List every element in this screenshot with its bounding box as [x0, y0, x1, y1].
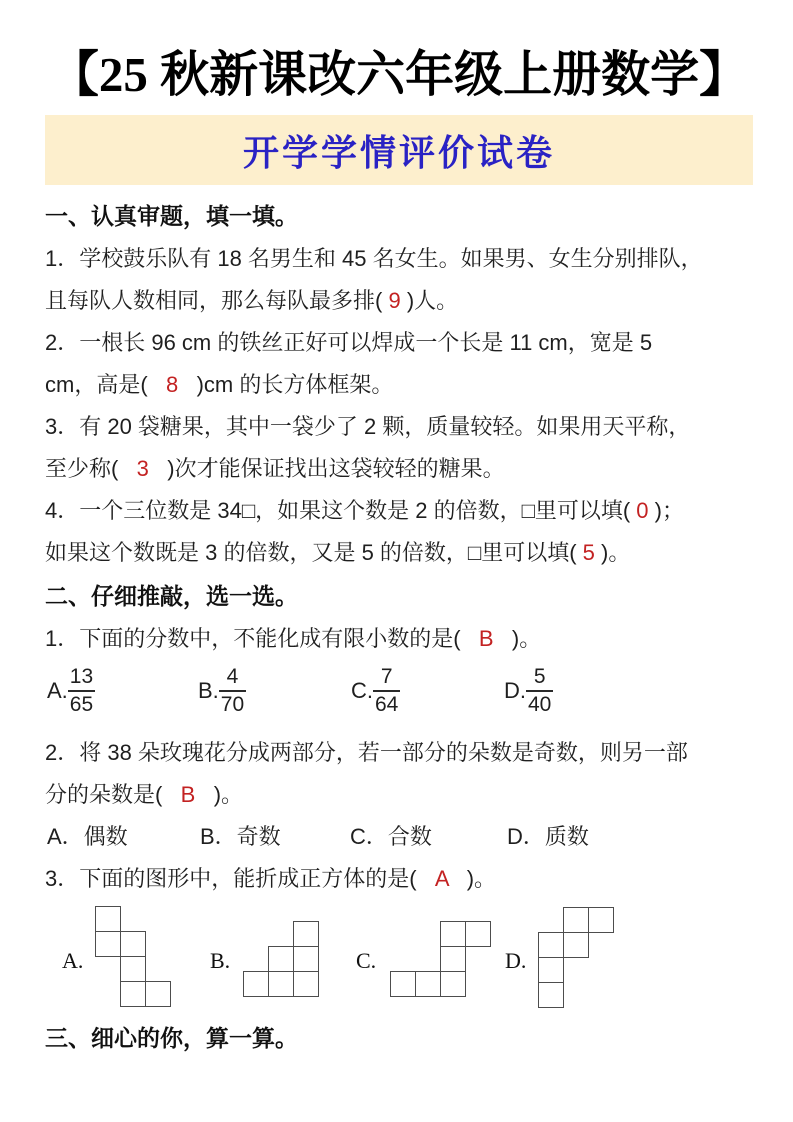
choice-option: A．偶数	[47, 824, 128, 849]
choice-option: D．质数	[507, 824, 589, 849]
fraction	[68, 664, 95, 719]
fraction-option	[198, 664, 246, 719]
question-line	[45, 532, 753, 574]
net-cell	[465, 921, 491, 947]
net-cell	[243, 971, 269, 997]
fraction-denominator: 65	[68, 690, 95, 718]
fraction-numerator: 7	[380, 665, 393, 688]
question-line	[45, 858, 753, 900]
net-cell	[440, 971, 466, 997]
question-text: 如果这个数既是 3 的倍数，又是 5 的倍数，□里可以填(	[45, 540, 583, 565]
question-text: )。	[195, 782, 244, 807]
answer-text: 9	[388, 288, 401, 313]
net-cell	[538, 957, 564, 983]
net-cell	[538, 982, 564, 1008]
question-text: 至少称(	[45, 456, 137, 481]
fraction-denominator: 70	[219, 690, 246, 718]
net-cell	[563, 907, 589, 933]
net-cell	[120, 931, 146, 957]
question-line	[45, 280, 753, 322]
net-label: C.	[356, 948, 377, 973]
fraction-denominator: 40	[526, 690, 553, 718]
net-label: B.	[210, 948, 231, 973]
section-header-2: 二、仔细推敲，选一选。	[45, 583, 298, 609]
question-text: )。	[493, 626, 542, 651]
net-cell	[440, 946, 466, 972]
net-cell	[415, 971, 441, 997]
question-text: 4．一个三位数是 34□，如果这个数是 2 的倍数，□里可以填(	[45, 498, 637, 523]
question-line	[45, 238, 753, 280]
question-text: 2．一根长 96 cm 的铁丝正好可以焊成一个长是 11 cm，宽是 5	[45, 330, 653, 355]
question-line	[45, 774, 753, 816]
content	[45, 194, 753, 1060]
answer-text: B	[180, 782, 196, 807]
question-text: )；	[648, 498, 684, 523]
net-cell	[538, 932, 564, 958]
fraction-numerator: 5	[533, 665, 546, 688]
subtitle-banner	[45, 115, 753, 185]
answer-text: A	[434, 866, 449, 891]
fraction-option	[351, 664, 400, 719]
fraction-denominator: 64	[373, 690, 400, 718]
question-text: 3．下面的图形中，能折成正方体的是(	[45, 866, 435, 891]
question-text: )。	[448, 866, 497, 891]
choice-option: C．合数	[350, 824, 432, 849]
question-text: )cm 的长方体框架。	[178, 372, 394, 397]
answer-text: 8	[166, 372, 179, 397]
fraction-numerator: 4	[226, 665, 239, 688]
question-text: cm，高是(	[45, 372, 166, 397]
question-line	[45, 732, 753, 774]
cube-nets-row	[45, 902, 753, 1016]
option-letter: B.	[198, 678, 219, 704]
question-line	[45, 618, 753, 660]
question-text: 分的朵数是(	[45, 782, 181, 807]
question-text: 2．将 38 朵玫瑰花分成两部分，若一部分的朵数是奇数，则另一部	[45, 740, 688, 765]
net-cell	[95, 906, 121, 932]
question-text: )人。	[400, 288, 459, 313]
answer-text: B	[478, 626, 494, 651]
option-letter: D.	[504, 678, 526, 704]
answer-text: 5	[582, 540, 595, 565]
question-text: )次才能保证找出这袋较轻的糖果。	[148, 456, 505, 481]
fraction	[219, 664, 246, 719]
net-cell	[95, 931, 121, 957]
question-line	[45, 448, 753, 490]
question-text: 1．学校鼓乐队有 18 名男生和 45 名女生。如果男、女生分别排队，	[45, 246, 703, 271]
net-cell	[120, 981, 146, 1007]
net-cell	[268, 946, 294, 972]
net-cell	[440, 921, 466, 947]
question-line	[45, 322, 753, 364]
section-header-1: 一、认真审题，填一填。	[45, 203, 298, 229]
question-line	[45, 490, 753, 532]
answer-text: 3	[136, 456, 149, 481]
page-title: 【25 秋新课改六年级上册数学】	[49, 47, 749, 102]
option-letter: C.	[351, 678, 373, 704]
choice-option: B．奇数	[200, 824, 281, 849]
net-label: A.	[62, 948, 84, 973]
fraction-options-row	[45, 660, 753, 732]
question-line	[45, 364, 753, 406]
question-text: 3．有 20 袋糖果，其中一袋少了 2 颗，质量较轻。如果用天平称，	[45, 414, 691, 439]
net-cell	[120, 956, 146, 982]
question-text: 1．下面的分数中，不能化成有限小数的是(	[45, 626, 479, 651]
fraction	[373, 664, 400, 719]
net-cell	[293, 946, 319, 972]
question-line	[45, 406, 753, 448]
net-cell	[390, 971, 416, 997]
net-cell	[293, 921, 319, 947]
question-text: 且每队人数相同，那么每队最多排(	[45, 288, 389, 313]
choice-options-row	[45, 816, 753, 858]
net-cell	[563, 932, 589, 958]
question-text: )。	[594, 540, 631, 565]
answer-text: 0	[636, 498, 649, 523]
net-cell	[293, 971, 319, 997]
fraction-option	[504, 664, 553, 719]
net-label: D.	[505, 948, 527, 973]
fraction-option	[47, 664, 95, 719]
option-letter: A.	[47, 678, 68, 704]
fraction-numerator: 13	[69, 665, 94, 688]
fraction	[526, 664, 553, 719]
net-cell	[268, 971, 294, 997]
net-cell	[145, 981, 171, 1007]
section-header-3: 三、细心的你，算一算。	[45, 1025, 298, 1051]
net-cell	[588, 907, 614, 933]
subtitle-text: 开学学情评价试卷	[242, 132, 555, 173]
